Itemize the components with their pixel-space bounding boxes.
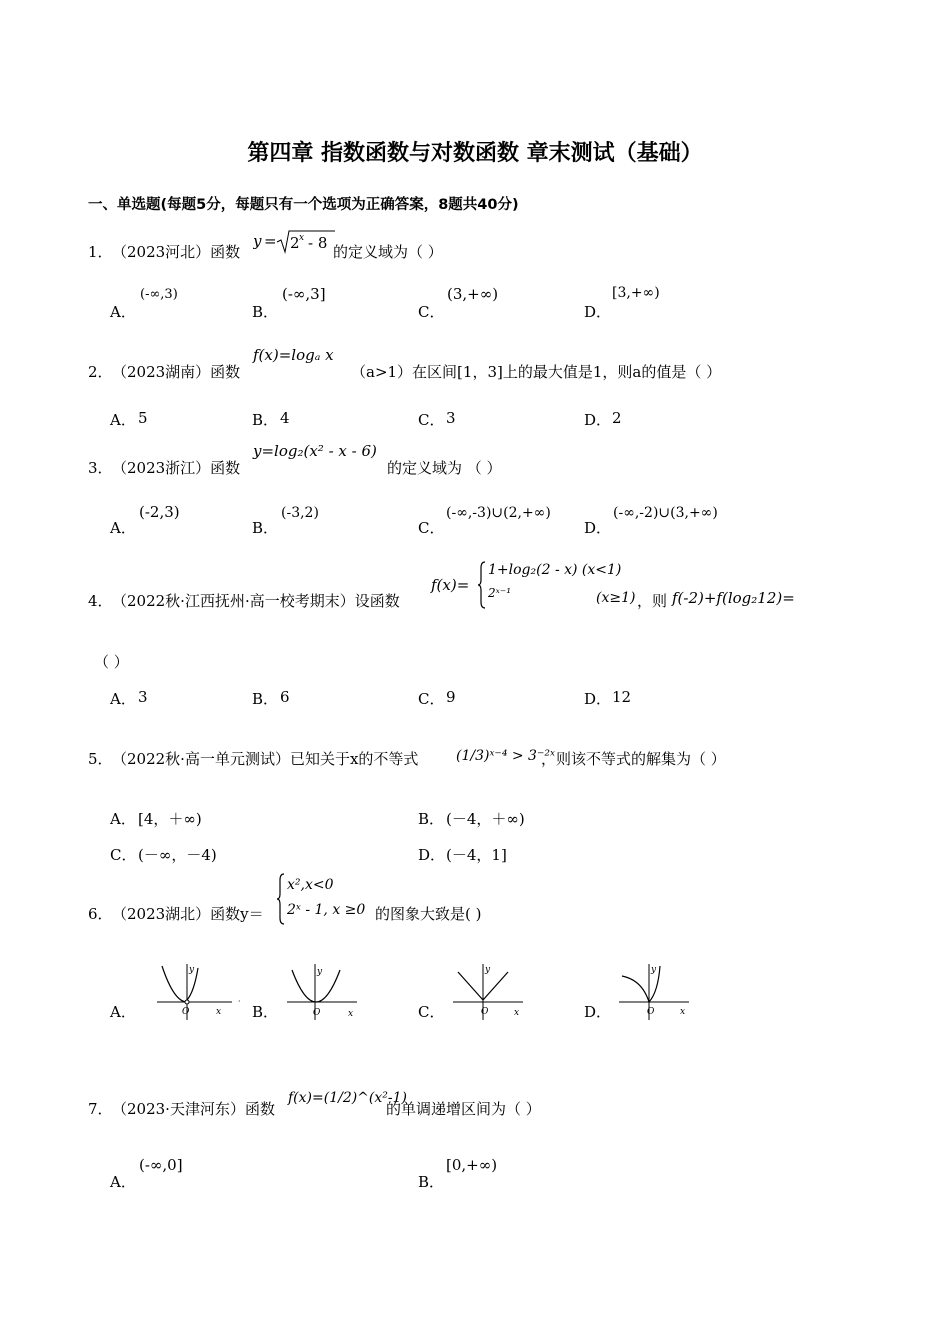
option-d-label[interactable]: D． — [584, 1003, 612, 1021]
question-stem: （2023·天津河东）函数 — [112, 1100, 275, 1118]
option-a-value: 5 — [138, 409, 148, 427]
option-c-value: (-∞,-3)∪(2,+∞) — [446, 505, 551, 521]
svg-text:=: = — [264, 232, 277, 250]
question-stem: （2023河北）函数 — [112, 243, 241, 261]
option-b-label[interactable]: B． — [418, 1173, 445, 1191]
question-number: 1． — [88, 243, 113, 261]
question-stem: （2023湖南）函数 — [112, 363, 241, 381]
option-a-value: (-∞,0] — [139, 1156, 183, 1174]
option-d-value: 2 — [612, 409, 622, 427]
option-b-label[interactable]: B． — [252, 519, 279, 537]
option-a-label[interactable]: A． — [110, 690, 136, 708]
option-b-value: (-3,2) — [281, 505, 319, 521]
question-stem: （2023湖北）函数y＝ — [112, 905, 264, 923]
question-number: 6． — [88, 905, 113, 923]
piece-1: x²,x<0 — [287, 877, 334, 893]
option-d-value: [3,+∞) — [612, 285, 660, 301]
axis-y-label: y — [485, 965, 491, 975]
axis-y-label: y — [651, 965, 657, 975]
question-number: 4． — [88, 592, 113, 610]
option-a-value: (-2,3) — [139, 503, 180, 521]
origin-label: O — [481, 1007, 489, 1017]
formula — [253, 228, 335, 260]
option-a-value: 3 — [138, 688, 148, 706]
option-b-value: 6 — [280, 688, 290, 706]
question-stem-end: 的图象大致是( ) — [375, 905, 482, 923]
origin-label: O — [313, 1008, 321, 1018]
option-c-label[interactable]: C． — [418, 411, 445, 429]
axis-x-label: x — [680, 1007, 686, 1017]
svg-text:- 8: - 8 — [308, 234, 328, 252]
graph-option-c[interactable] — [448, 962, 528, 1024]
option-c-label[interactable]: C． — [110, 846, 137, 864]
option-a-label[interactable]: A． — [110, 810, 136, 828]
sqrt-formula — [253, 228, 335, 256]
option-d-label[interactable]: D． — [584, 519, 612, 537]
question-stem-end: 的单调递增区间为（ ） — [386, 1100, 541, 1118]
question-number: 7． — [88, 1100, 113, 1118]
option-b-value: (-∞,3] — [282, 285, 326, 303]
svg-text:·: · — [238, 997, 241, 1006]
option-c-value: (3,+∞) — [447, 285, 499, 303]
option-c-label[interactable]: C． — [418, 519, 445, 537]
option-b-label[interactable]: B． — [252, 690, 279, 708]
piece-2: 2ˣ⁻¹ — [488, 586, 512, 600]
question-stem: （2022秋·高一单元测试）已知关于x的不等式 — [112, 750, 419, 768]
option-d-value: (－4，1] — [446, 846, 507, 864]
option-d-value: 12 — [612, 688, 632, 706]
question-stem-end: ，则该不等式的解集为（ ） — [541, 750, 726, 768]
origin-label: O — [182, 1007, 190, 1017]
question-stem-end: （ ） — [94, 653, 129, 671]
option-a-label[interactable]: A． — [110, 519, 136, 537]
question-stem-end: 的定义域为（ ） — [333, 243, 443, 261]
brace-icon — [276, 872, 286, 926]
axis-y-label: y — [317, 967, 323, 977]
option-b-value: (－4，＋∞) — [446, 810, 525, 828]
option-b-label[interactable]: B． — [252, 1003, 279, 1021]
axis-x-label: x — [216, 1007, 222, 1017]
graph-option-a[interactable] — [152, 962, 242, 1024]
option-c-label[interactable]: C． — [418, 1003, 445, 1021]
option-d-label[interactable]: D． — [584, 303, 612, 321]
formula: f(x)=(1/2)^(x²-1) — [288, 1090, 407, 1106]
option-a-label[interactable]: A． — [110, 1173, 136, 1191]
question-stem-mid: ，则 — [637, 592, 668, 610]
graph-option-d[interactable] — [614, 962, 694, 1024]
option-a-value: (-∞,3) — [140, 287, 178, 302]
option-d-label[interactable]: D． — [418, 846, 446, 864]
piece-2: 2ˣ - 1, x ≥0 — [287, 902, 366, 918]
option-c-label[interactable]: C． — [418, 690, 445, 708]
svg-text:y: y — [253, 232, 262, 250]
option-b-label[interactable]: B． — [418, 810, 445, 828]
question-stem-end: 的定义域为 （ ） — [387, 459, 502, 477]
option-d-label[interactable]: D． — [584, 411, 612, 429]
piecewise-lhs: f(x)= — [431, 576, 470, 594]
formula: f(x)=logₐ x — [253, 346, 334, 364]
brace-icon — [477, 560, 487, 610]
svg-text:2: 2 — [290, 234, 300, 252]
formula: (1/3)ˣ⁻⁴ > 3⁻²ˣ — [456, 748, 555, 764]
option-b-value: [0,+∞) — [446, 1156, 498, 1174]
graph-option-b[interactable] — [282, 962, 362, 1024]
question-number: 2． — [88, 363, 113, 381]
formula: y=log₂(x² - x - 6) — [253, 442, 377, 460]
option-b-label[interactable]: B． — [252, 303, 279, 321]
question-number: 5． — [88, 750, 113, 768]
axis-x-label: x — [348, 1009, 354, 1019]
axis-y-label: y — [189, 965, 195, 975]
option-a-label[interactable]: A． — [110, 1003, 136, 1021]
option-d-value: (-∞,-2)∪(3,+∞) — [613, 505, 718, 521]
question-stem: （2023浙江）函数 — [112, 459, 241, 477]
piece-1: 1+log₂(2 - x) (x<1) — [488, 562, 622, 578]
section-heading: 一、单选题(每题5分，每题只有一个选项为正确答案，8题共40分) — [88, 197, 519, 213]
option-a-value: [4，＋∞) — [138, 810, 202, 828]
option-c-value: (－∞，－4) — [138, 846, 217, 864]
option-c-label[interactable]: C． — [418, 303, 445, 321]
axis-x-label: x — [514, 1008, 520, 1018]
option-a-label[interactable]: A． — [110, 303, 136, 321]
question-number: 3． — [88, 459, 113, 477]
option-b-label[interactable]: B． — [252, 411, 279, 429]
piece-2-condition: (x≥1) — [596, 590, 636, 606]
question-stem-end: （a>1）在区间[1，3]上的最大值是1，则a的值是（ ） — [351, 363, 722, 381]
origin-label: O — [647, 1007, 655, 1017]
option-d-label[interactable]: D． — [584, 690, 612, 708]
svg-text:x: x — [299, 233, 305, 243]
option-c-value: 9 — [446, 688, 456, 706]
option-a-label[interactable]: A． — [110, 411, 136, 429]
question-stem: （2022秋·江西抚州·高一校考期末）设函数 — [112, 592, 400, 610]
option-c-value: 3 — [446, 409, 456, 427]
formula: f(-2)+f(log₂12)= — [672, 589, 795, 607]
page-title: 第四章 指数函数与对数函数 章末测试（基础） — [247, 141, 703, 166]
option-b-value: 4 — [280, 409, 290, 427]
